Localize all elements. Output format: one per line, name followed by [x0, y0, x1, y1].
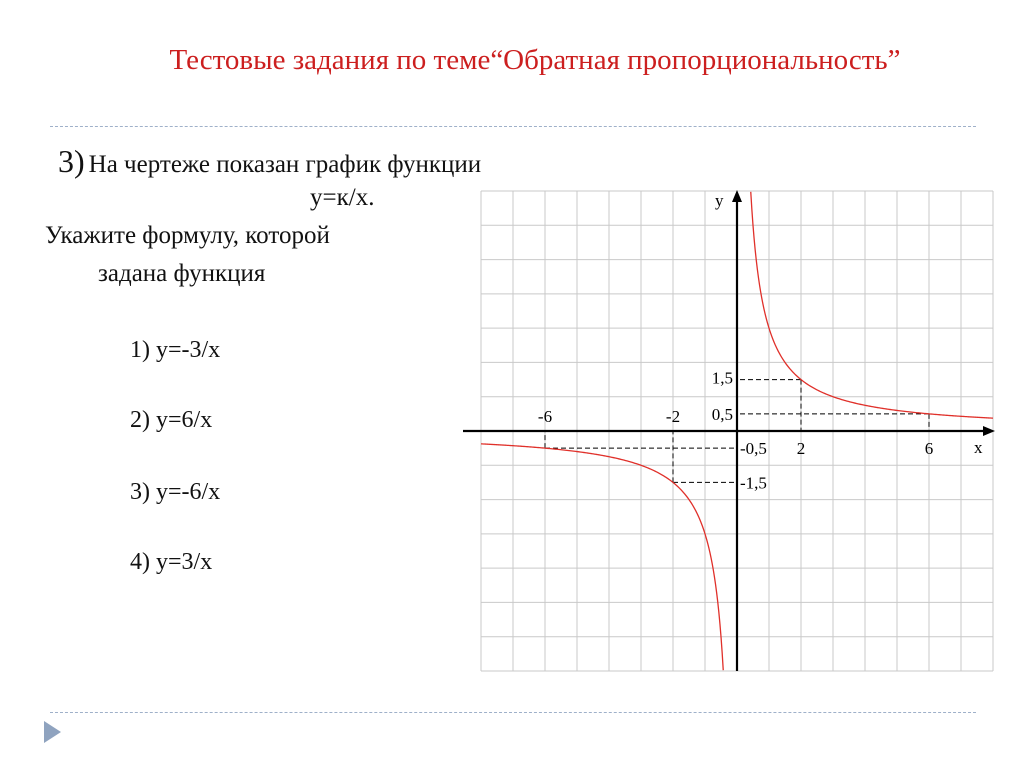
- answer-option-3[interactable]: 3) у=-6/х: [130, 479, 221, 505]
- question-number: 3): [58, 143, 85, 179]
- answer-option-2[interactable]: 2) у=6/х: [130, 407, 213, 433]
- y-tick-label: -1,5: [740, 473, 767, 493]
- y-tick-label: -0,5: [740, 439, 767, 459]
- slide-title: Тестовые задания по теме“Обратная пропорциональность”: [169, 44, 901, 76]
- answer-option-1[interactable]: 1) у=-3/х: [130, 337, 221, 363]
- y-tick-label: 1,5: [711, 368, 733, 388]
- question-text: На чертеже показан график функции: [88, 151, 482, 178]
- y-axis-label: у: [715, 191, 724, 210]
- answer-option-4[interactable]: 4) у=3/х: [130, 549, 213, 575]
- x-tick-label: -6: [537, 407, 553, 426]
- y-tick-label: 0,5: [711, 404, 733, 424]
- x-tick-label: 2: [796, 439, 806, 458]
- x-tick-label: 6: [924, 439, 934, 458]
- x-tick-label: -2: [665, 407, 681, 426]
- question-formula: у=к/х.: [310, 184, 375, 211]
- play-triangle-icon[interactable]: [44, 721, 61, 743]
- x-axis-label: x: [974, 438, 983, 457]
- divider-bottom: [50, 712, 976, 713]
- question-line-4: задана функция: [98, 260, 266, 287]
- y-axis-arrow: [732, 190, 742, 202]
- question-line-3: Укажите формулу, которой: [45, 222, 330, 249]
